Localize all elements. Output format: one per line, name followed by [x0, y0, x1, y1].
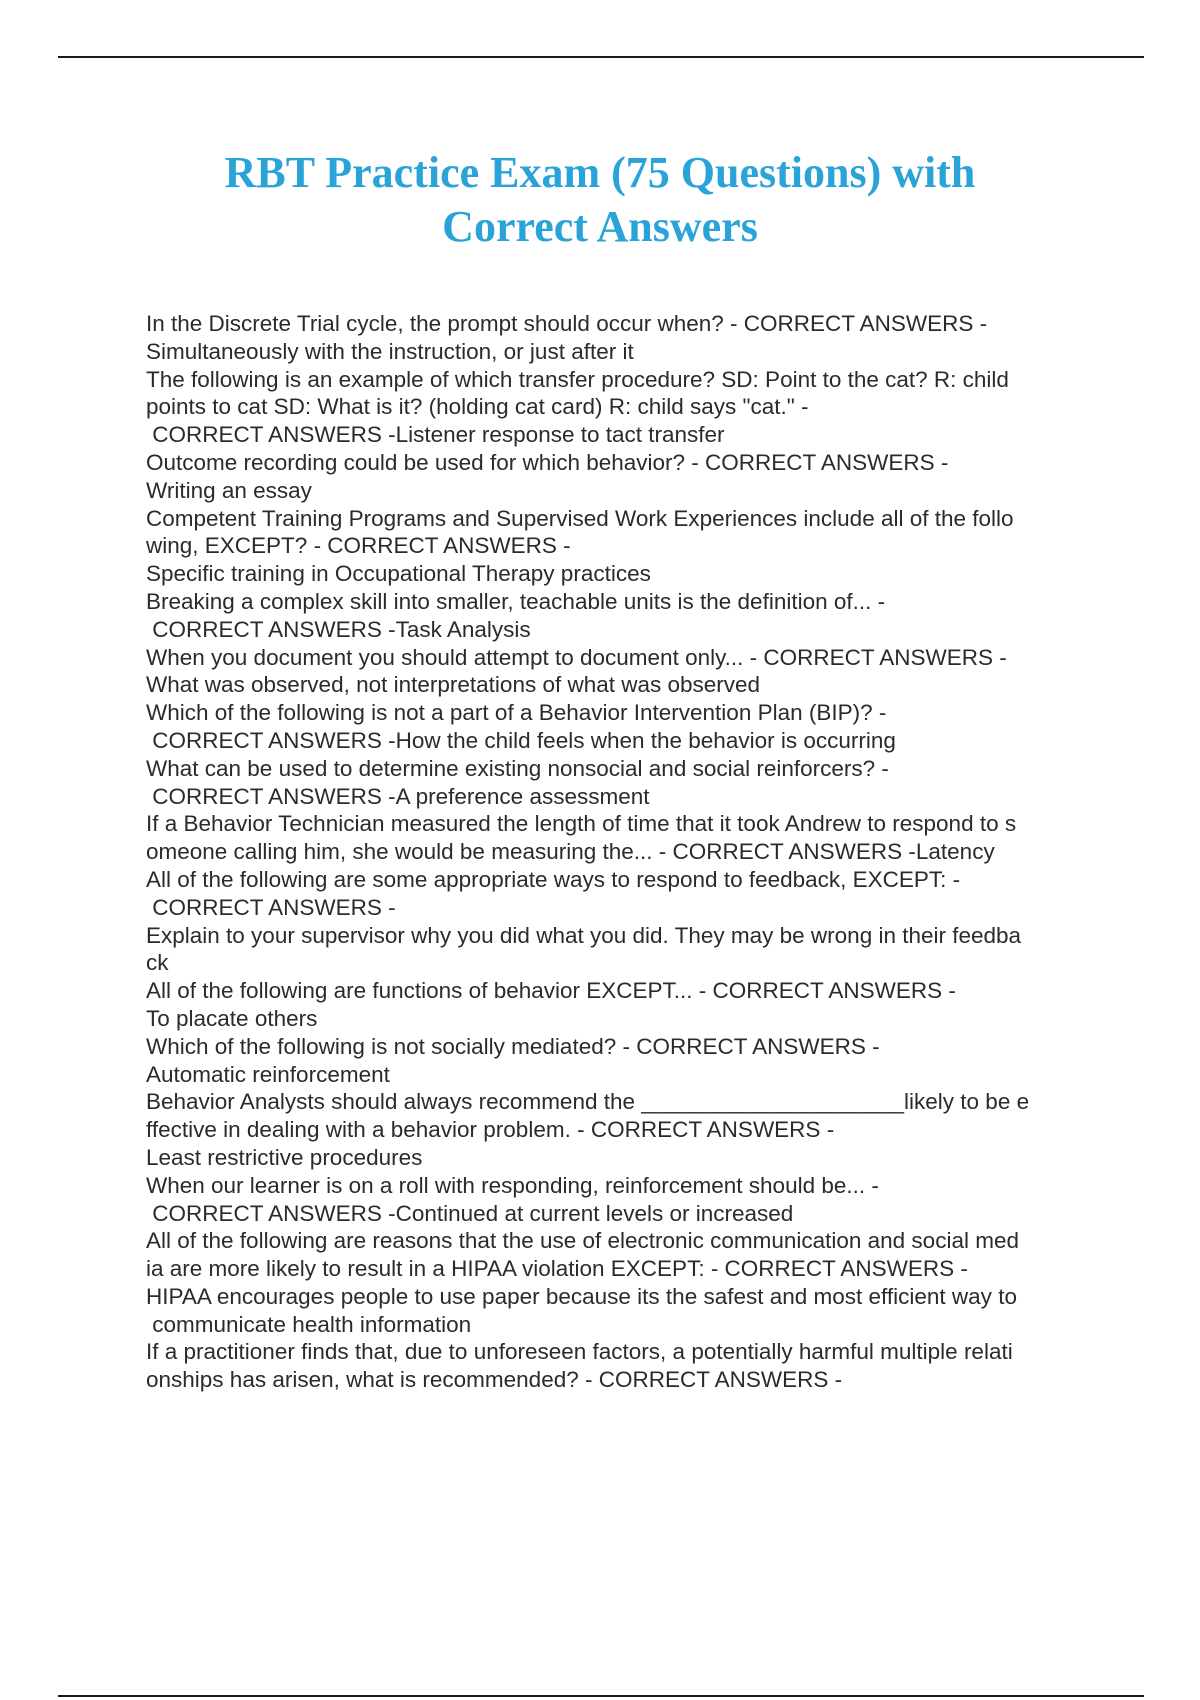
title-line: Correct Answers	[442, 202, 758, 251]
question-answer-list	[146, 310, 1106, 1394]
question-line: When you document you should attempt to document only... - CORRECT ANSWERS -	[146, 644, 1007, 670]
question-line: The following is an example of which transfer procedure? SD: Point to the cat? R: child	[146, 366, 1009, 392]
answer-line: Explain to your supervisor why you did what you did. They may be wrong in their feedba	[146, 922, 1022, 948]
question-line: ia are more likely to result in a HIPAA violation EXCEPT: - CORRECT ANSWERS -	[146, 1256, 968, 1282]
answer-line: CORRECT ANSWERS -Continued at current levels or increased	[146, 1200, 794, 1226]
answer-line: What was observed, not interpretations of what was observed	[146, 672, 761, 698]
question-line: points to cat SD: What is it? (holding cat card) R: child says "cat." -	[146, 394, 809, 420]
answer-line: Writing an essay	[146, 477, 312, 503]
answer-line: Automatic reinforcement	[146, 1061, 390, 1087]
answer-line: ck	[146, 950, 169, 976]
question-line: Which of the following is not socially mediated? - CORRECT ANSWERS -	[146, 1033, 880, 1059]
question-line: In the Discrete Trial cycle, the prompt should occur when? - CORRECT ANSWERS -	[146, 311, 988, 336]
answer-line: CORRECT ANSWERS -Listener response to tact transfer	[146, 422, 725, 448]
answer-line: Simultaneously with the instruction, or just after it	[146, 338, 634, 364]
answer-line: CORRECT ANSWERS -A preference assessment	[146, 783, 650, 809]
question-line: When our learner is on a roll with responding, reinforcement should be... -	[146, 1172, 879, 1198]
question-line: Breaking a complex skill into smaller, teachable units is the definition of... -	[146, 588, 886, 614]
answer-line: omeone calling him, she would be measuring the... - CORRECT ANSWERS -Latency	[146, 839, 995, 865]
top-divider	[58, 56, 1144, 58]
question-line: If a Behavior Technician measured the length of time that it took Andrew to respond to s	[146, 811, 1017, 837]
answer-line: communicate health information	[146, 1311, 472, 1337]
title-line: RBT Practice Exam (75 Questions) with	[224, 148, 976, 197]
question-line: wing, EXCEPT? - CORRECT ANSWERS -	[146, 533, 571, 559]
question-line: Behavior Analysts should always recommend the _____________________likely to be e	[146, 1089, 1030, 1115]
question-line: Competent Training Programs and Supervised Work Experiences include all of the follo	[146, 505, 1014, 531]
answer-line: CORRECT ANSWERS -How the child feels when the behavior is occurring	[146, 727, 896, 753]
bottom-divider	[58, 1695, 1144, 1697]
answer-line: Least restrictive procedures	[146, 1144, 423, 1170]
question-line: Which of the following is not a part of a Behavior Intervention Plan (BIP)? -	[146, 700, 887, 726]
question-line: If a practitioner finds that, due to unforeseen factors, a potentially harmful multiple relati	[146, 1339, 1013, 1365]
question-line: All of the following are functions of behavior EXCEPT... - CORRECT ANSWERS -	[146, 978, 956, 1004]
answer-line: Specific training in Occupational Therapy practices	[146, 561, 651, 587]
question-line: onships has arisen, what is recommended? - CORRECT ANSWERS -	[146, 1367, 843, 1393]
question-line: Outcome recording could be used for which behavior? - CORRECT ANSWERS -	[146, 449, 949, 475]
document-title	[100, 146, 1100, 254]
question-line: ffective in dealing with a behavior problem. - CORRECT ANSWERS -	[146, 1117, 835, 1143]
answer-line: CORRECT ANSWERS -	[146, 894, 396, 920]
question-line: All of the following are some appropriate ways to respond to feedback, EXCEPT: -	[146, 866, 961, 892]
answer-line: CORRECT ANSWERS -Task Analysis	[146, 616, 531, 642]
answer-line: HIPAA encourages people to use paper because its the safest and most efficient way to	[146, 1283, 1017, 1309]
answer-line: To placate others	[146, 1005, 318, 1031]
question-line: What can be used to determine existing nonsocial and social reinforcers? -	[146, 755, 889, 781]
question-line: All of the following are reasons that the use of electronic communication and social med	[146, 1228, 1019, 1254]
